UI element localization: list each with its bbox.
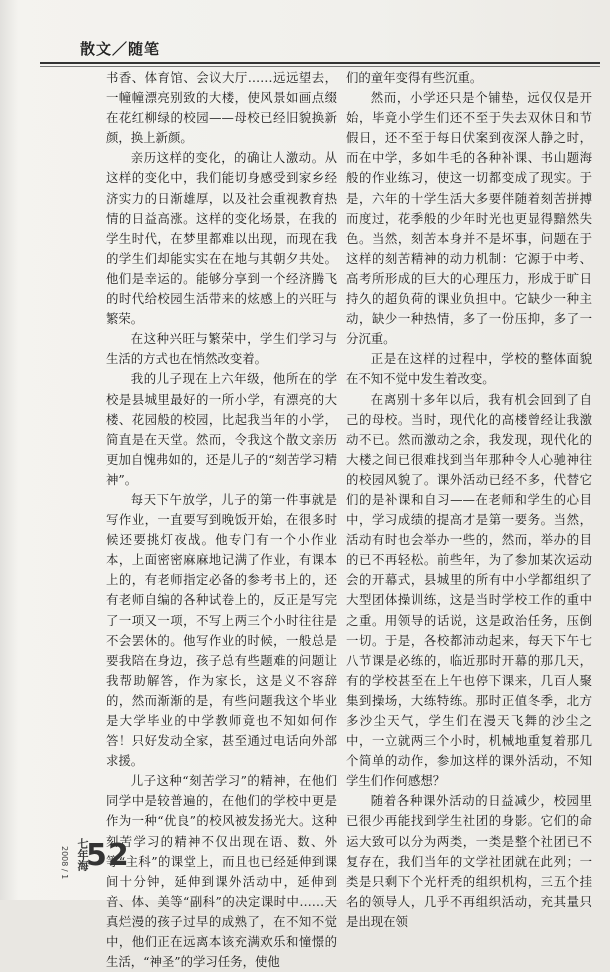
paragraph: 儿子这种“刻苦学习”的精神，在他们同学中是较普遍的，在他们的学校中更是作为一种“优良”的校风被发扬光大。这种刻苦学习的精神不仅出现在语、数、外等“主科”的课堂上，而且也已经延伸到课间十分钟，延伸到课外活动中，延伸到音、体、美等“副科”的决定课时中……天真烂漫的孩子过早的成熟了，在不知不觉中，他们正在远离本该充满欢乐和憧憬的生活，“神圣”的学习任务，使他 [106,773,337,970]
paragraph: 们的童年变得有些沉重。 [346,70,483,85]
magazine-name: 七年海 [76,838,89,871]
page-edge-shadow [0,0,18,900]
issue-date: 2008 / 1 [60,846,69,880]
paragraph: 我的儿子现在上六年级，他所在的学校是县城里最好的一所小学，有漂亮的大楼、花园般的校园，比起我当年的小学，简直是在天堂。然而，令我这个散文亲历更加自愧弗如的，还是儿子的“刻苦学习精神”。 [106,371,337,487]
section-title: 散文／随笔 [80,40,161,58]
page-header [40,36,600,64]
page-number: 52 [86,838,130,873]
paragraph: 然而，小学还只是个铺垫，远仅仅是开始，毕竟小学生们还不至于失去双休日和节假日，还不至于每日伏案到夜深人静之时，而在中学，多如牛毛的各种补课、书山题海般的作业练习，使这一切都变成了现实。于是，六年的十学生活大多要伴随着刻苦拼搏而度过，花季般的少年时光也更显得黯然失色。当然，刻苦本身并不是坏事，问题在于这样的刻苦精神的动力机制：它源于中考、高考所形成的巨大的心理压力，形成于旷日持久的超负荷的课业负担中。它缺少一种主动，缺少一种热情，多了一份压抑，多了一分沉重。 [346,90,592,347]
text-column-right [346,68,592,929]
paragraph: 正是在这样的过程中，学校的整体面貌在不知不觉中发生着改变。 [346,351,592,387]
header-rule [40,62,600,64]
paragraph: 在这种兴旺与繁荣中，学生们学习与生活的方式也在悄然改变着。 [106,331,337,367]
paragraph: 在离别十多年以后，我有机会回到了自己的母校。当时，现代化的高楼曾经让我激动不已。然而激动之余，我发现，现代化的大楼之间已很难找到当年那种令人心驰神往的校园风貌了。课外活动已经不多，代替它们的是补课和自习——在老师和学生的心目中，学习成绩的提高才是第一要务。当然，活动有时也会举办一些的，然而，举办的目的已不再轻松。前些年，为了参加某次运动会的开幕式，县城里的所有中小学都组织了大型团体操训练，这是当时学校工作的重中之重。用领导的话说，这是政治任务，压倒一切。于是，各校都沛动起来，每天下午七八节课是必练的，临近那时开幕的那几天，有的学校甚至在上午也停下课来，几百人聚集到操场，大练特练。那时正值冬季，北方多沙尘天气，学生们在漫天飞舞的沙尘之中，一立就两三个小时，机械地重复着那几个简单的动作，参加这样的课外活动，不知学生们作何感想？ [346,391,592,789]
paragraph: 随着各种课外活动的日益减少，校园里已很少再能找到学生社团的身影。它们的命运大致可以分为两类，一类是整个社团已不复存在，我们当年的文学社团就在此列；一类是只剩下个光杆秃的组织机构，三五个挂名的领导人，几乎不再组织活动，充其量只是出现在领 [346,793,592,929]
paragraph: 每天下午放学，儿子的第一件事就是写作业，一直要写到晚饭开始，在很多时候还要挑灯夜战。他专门有一个小作业本，上面密密麻麻地记满了作业，有课本上的，有老师指定必备的参考书上的，还有老师自编的各种试卷上的，反正是写完了一项又一项，不写上两三个小时往往是不会罢休的。他写作业的时候，一般总是要我陪在身边，孩子总有些题难的问题让我帮助解答，作为家长，这是义不容辞的，然而渐渐的是，有些问题我这个毕业是大学毕业的中学教师竟也不知如何作答！只好发动全家，甚至通过电话向外部求援。 [106,491,337,769]
paragraph: 亲历这样的变化，的确让人激动。从这样的变化中，我们能切身感受到家乡经济实力的日渐雄厚，以及社会重视教育热情的日益高涨。这样的变化场景，在我的学生时代，在梦里都难以出现，而现在我的学生们却能实实在在地与其朝夕共处。他们是幸运的。能够分享到一个经济腾飞的时代给校园生活带来的炫感上的兴旺与繁荣。 [106,150,337,327]
header-rule-thin [40,66,600,67]
paragraph: 书香、体育馆、会议大厅……远远望去，一幢幢漂亮别致的大楼，使风景如画点缀在花红柳绿的校园——母校已经旧貌换新颜，换上新颜。 [106,70,337,146]
